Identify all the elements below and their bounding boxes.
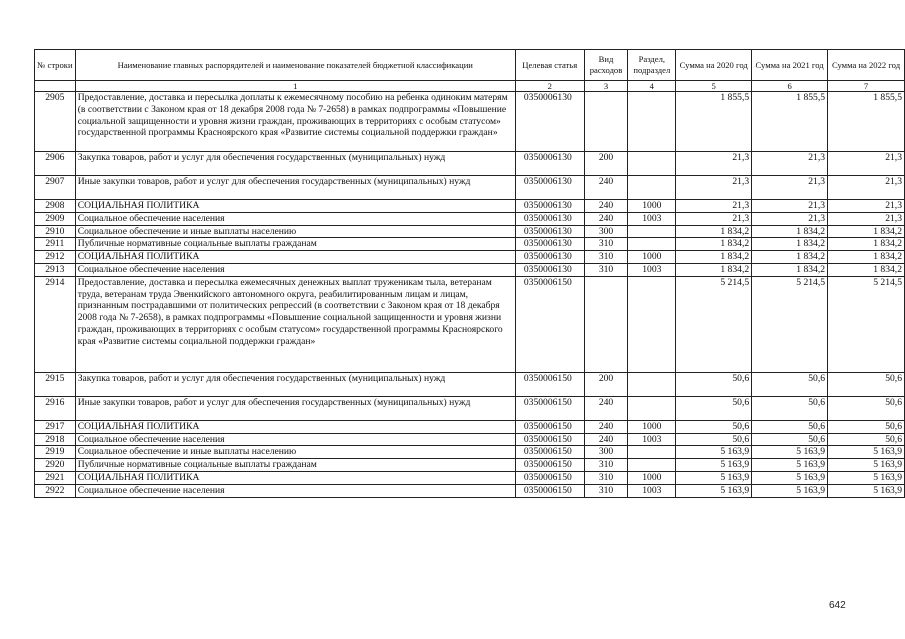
row-section-cell — [628, 446, 676, 459]
row-section-cell — [628, 396, 676, 420]
row-sum-2021-cell: 1 834,2 — [752, 238, 828, 251]
column-number: 1 — [75, 81, 515, 92]
row-name-cell: СОЦИАЛЬНАЯ ПОЛИТИКА — [75, 200, 515, 213]
row-sum-2022-cell: 5 163,9 — [828, 484, 905, 497]
row-sum-2022-cell: 1 834,2 — [828, 238, 905, 251]
row-expense-type-cell: 310 — [584, 251, 628, 264]
row-section-cell — [628, 459, 676, 472]
row-sum-2022-cell: 50,6 — [828, 396, 905, 420]
row-sum-2020-cell: 1 834,2 — [676, 225, 752, 238]
row-target-article-cell: 0350006150 — [515, 276, 584, 372]
row-number-cell: 2918 — [35, 433, 76, 446]
row-expense-type-cell: 240 — [584, 420, 628, 433]
row-sum-2022-cell: 5 163,9 — [828, 471, 905, 484]
row-name-cell: Социальное обеспечение населения — [75, 433, 515, 446]
row-sum-2020-cell: 5 163,9 — [676, 484, 752, 497]
row-expense-type-cell: 310 — [584, 471, 628, 484]
row-sum-2020-cell: 50,6 — [676, 396, 752, 420]
row-number-cell: 2917 — [35, 420, 76, 433]
row-expense-type-cell: 200 — [584, 152, 628, 176]
row-sum-2020-cell: 5 163,9 — [676, 471, 752, 484]
table-row — [35, 420, 905, 433]
row-number-cell: 2908 — [35, 200, 76, 213]
table-row — [35, 484, 905, 497]
row-target-article-cell: 0350006150 — [515, 433, 584, 446]
row-name-cell: Закупка товаров, работ и услуг для обеспечения государственных (муниципальных) нужд — [75, 152, 515, 176]
table-row — [35, 396, 905, 420]
page-number: 642 — [829, 600, 846, 611]
row-expense-type-cell: 240 — [584, 396, 628, 420]
header-sum-2022: Сумма на 2022 год — [828, 50, 905, 81]
row-name-cell: Закупка товаров, работ и услуг для обеспечения государственных (муниципальных) нужд — [75, 372, 515, 396]
row-sum-2021-cell: 21,3 — [752, 176, 828, 200]
column-number: 7 — [828, 81, 905, 92]
row-section-cell: 1000 — [628, 420, 676, 433]
row-target-article-cell: 0350006150 — [515, 372, 584, 396]
row-sum-2020-cell: 5 163,9 — [676, 459, 752, 472]
table-row — [35, 200, 905, 213]
row-number-cell: 2909 — [35, 212, 76, 225]
row-sum-2022-cell: 50,6 — [828, 433, 905, 446]
table-row — [35, 251, 905, 264]
row-sum-2022-cell: 50,6 — [828, 372, 905, 396]
row-target-article-cell: 0350006130 — [515, 238, 584, 251]
column-number: 5 — [676, 81, 752, 92]
row-sum-2020-cell: 21,3 — [676, 212, 752, 225]
row-section-cell — [628, 372, 676, 396]
row-name-cell: Иные закупки товаров, работ и услуг для обеспечения государственных (муниципальных) нужд — [75, 396, 515, 420]
row-sum-2021-cell: 1 834,2 — [752, 263, 828, 276]
column-number: 6 — [752, 81, 828, 92]
row-number-cell: 2913 — [35, 263, 76, 276]
table-row — [35, 459, 905, 472]
row-sum-2020-cell: 1 834,2 — [676, 251, 752, 264]
row-sum-2022-cell: 21,3 — [828, 152, 905, 176]
row-target-article-cell: 0350006150 — [515, 484, 584, 497]
row-sum-2021-cell: 21,3 — [752, 212, 828, 225]
column-number: 4 — [628, 81, 676, 92]
row-sum-2020-cell: 50,6 — [676, 420, 752, 433]
row-expense-type-cell: 310 — [584, 238, 628, 251]
header-target-article: Целевая статья — [515, 50, 584, 81]
row-name-cell: СОЦИАЛЬНАЯ ПОЛИТИКА — [75, 251, 515, 264]
table-row — [35, 212, 905, 225]
row-number-cell: 2911 — [35, 238, 76, 251]
table-row — [35, 471, 905, 484]
row-sum-2021-cell: 50,6 — [752, 372, 828, 396]
row-target-article-cell: 0350006150 — [515, 459, 584, 472]
header-name: Наименование главных распорядителей и наименование показателей бюджетной классификации — [75, 50, 515, 81]
row-expense-type-cell: 310 — [584, 459, 628, 472]
row-target-article-cell: 0350006150 — [515, 471, 584, 484]
row-expense-type-cell: 300 — [584, 225, 628, 238]
table-row — [35, 176, 905, 200]
column-number-row — [35, 81, 905, 92]
row-name-cell: Предоставление, доставка и пересылка доплаты к ежемесячному пособию на ребенка одиноким матерям (в соответствии с Законом края от 18 декабря 2008 года № 7-2658) в рамках подпрограммы «Повышение социальной защищенности и уровня жизни граждан, проживающих в территориях с особым статусом» государственной программы Красноярского края «Развитие системы социальной поддержки граждан» — [75, 92, 515, 152]
row-sum-2022-cell: 5 163,9 — [828, 459, 905, 472]
row-sum-2021-cell: 5 214,5 — [752, 276, 828, 372]
row-expense-type-cell: 240 — [584, 212, 628, 225]
row-target-article-cell: 0350006130 — [515, 225, 584, 238]
row-number-cell: 2922 — [35, 484, 76, 497]
row-sum-2021-cell: 5 163,9 — [752, 471, 828, 484]
row-sum-2021-cell: 50,6 — [752, 433, 828, 446]
row-section-cell — [628, 176, 676, 200]
table-row — [35, 263, 905, 276]
row-name-cell: СОЦИАЛЬНАЯ ПОЛИТИКА — [75, 471, 515, 484]
row-sum-2022-cell: 1 834,2 — [828, 251, 905, 264]
row-expense-type-cell: 240 — [584, 433, 628, 446]
row-number-cell: 2914 — [35, 276, 76, 372]
row-sum-2021-cell: 50,6 — [752, 396, 828, 420]
row-sum-2021-cell: 5 163,9 — [752, 484, 828, 497]
row-sum-2020-cell: 50,6 — [676, 372, 752, 396]
row-name-cell: Предоставление, доставка и пересылка ежемесячных денежных выплат труженикам тыла, ветеранам труда, ветеранам труда Эвенкийского автономного округа, реабилитированным лицам и лицам, признанным пострадавшими от политических репрессий (в соответствии с Законом края от 18 декабря 2008 года № 7-2658), в рамках подпрограммы «Повышение социальной защищенности и уровня жизни граждан, проживающих в территориях с особым статусом» государственной программы Красноярского края «Развитие системы социальной поддержки граждан» — [75, 276, 515, 372]
row-sum-2020-cell: 5 163,9 — [676, 446, 752, 459]
row-sum-2022-cell: 50,6 — [828, 420, 905, 433]
table-row — [35, 238, 905, 251]
row-sum-2021-cell: 1 834,2 — [752, 251, 828, 264]
row-name-cell: Социальное обеспечение населения — [75, 263, 515, 276]
header-sum-2021: Сумма на 2021 год — [752, 50, 828, 81]
row-sum-2021-cell: 5 163,9 — [752, 459, 828, 472]
row-target-article-cell: 0350006130 — [515, 176, 584, 200]
row-sum-2021-cell: 50,6 — [752, 420, 828, 433]
header-expense-type: Вид расходов — [584, 50, 628, 81]
row-target-article-cell: 0350006130 — [515, 263, 584, 276]
row-name-cell: Социальное обеспечение и иные выплаты населению — [75, 225, 515, 238]
row-sum-2021-cell: 21,3 — [752, 200, 828, 213]
row-sum-2021-cell: 1 855,5 — [752, 92, 828, 152]
column-number: 3 — [584, 81, 628, 92]
row-number-cell: 2916 — [35, 396, 76, 420]
row-sum-2020-cell: 50,6 — [676, 433, 752, 446]
row-sum-2022-cell: 1 855,5 — [828, 92, 905, 152]
row-expense-type-cell: 240 — [584, 176, 628, 200]
row-number-cell: 2919 — [35, 446, 76, 459]
row-number-cell: 2920 — [35, 459, 76, 472]
column-number — [35, 81, 76, 92]
row-number-cell: 2912 — [35, 251, 76, 264]
row-sum-2021-cell: 1 834,2 — [752, 225, 828, 238]
row-target-article-cell: 0350006130 — [515, 251, 584, 264]
row-section-cell: 1003 — [628, 484, 676, 497]
row-expense-type-cell: 200 — [584, 372, 628, 396]
table-row — [35, 152, 905, 176]
row-sum-2022-cell: 1 834,2 — [828, 225, 905, 238]
row-number-cell: 2906 — [35, 152, 76, 176]
row-section-cell: 1000 — [628, 200, 676, 213]
table-row — [35, 276, 905, 372]
row-sum-2020-cell: 5 214,5 — [676, 276, 752, 372]
header-sum-2020: Сумма на 2020 год — [676, 50, 752, 81]
row-number-cell: 2910 — [35, 225, 76, 238]
row-number-cell: 2921 — [35, 471, 76, 484]
row-number-cell: 2915 — [35, 372, 76, 396]
row-name-cell: Социальное обеспечение и иные выплаты населению — [75, 446, 515, 459]
row-target-article-cell: 0350006130 — [515, 152, 584, 176]
table-row — [35, 446, 905, 459]
row-expense-type-cell: 310 — [584, 263, 628, 276]
row-number-cell: 2907 — [35, 176, 76, 200]
row-number-cell: 2905 — [35, 92, 76, 152]
row-expense-type-cell — [584, 276, 628, 372]
table-row — [35, 92, 905, 152]
header-row-number: № строки — [35, 50, 76, 81]
row-sum-2021-cell: 21,3 — [752, 152, 828, 176]
header-section: Раздел, подраздел — [628, 50, 676, 81]
row-name-cell: СОЦИАЛЬНАЯ ПОЛИТИКА — [75, 420, 515, 433]
row-section-cell — [628, 92, 676, 152]
row-sum-2020-cell: 1 834,2 — [676, 238, 752, 251]
row-sum-2022-cell: 1 834,2 — [828, 263, 905, 276]
row-target-article-cell: 0350006130 — [515, 212, 584, 225]
row-sum-2022-cell: 21,3 — [828, 212, 905, 225]
row-target-article-cell: 0350006130 — [515, 92, 584, 152]
table-row — [35, 225, 905, 238]
row-section-cell: 1000 — [628, 471, 676, 484]
row-expense-type-cell: 310 — [584, 484, 628, 497]
row-name-cell: Иные закупки товаров, работ и услуг для обеспечения государственных (муниципальных) нужд — [75, 176, 515, 200]
row-expense-type-cell: 240 — [584, 200, 628, 213]
row-target-article-cell: 0350006150 — [515, 446, 584, 459]
row-section-cell: 1003 — [628, 263, 676, 276]
row-target-article-cell: 0350006130 — [515, 200, 584, 213]
row-sum-2021-cell: 5 163,9 — [752, 446, 828, 459]
row-target-article-cell: 0350006150 — [515, 396, 584, 420]
row-name-cell: Социальное обеспечение населения — [75, 212, 515, 225]
row-section-cell — [628, 238, 676, 251]
row-sum-2020-cell: 1 834,2 — [676, 263, 752, 276]
row-sum-2022-cell: 5 163,9 — [828, 446, 905, 459]
budget-table — [34, 49, 905, 498]
row-section-cell — [628, 152, 676, 176]
row-target-article-cell: 0350006150 — [515, 420, 584, 433]
row-section-cell: 1003 — [628, 433, 676, 446]
row-section-cell: 1000 — [628, 251, 676, 264]
table-row — [35, 433, 905, 446]
row-name-cell: Публичные нормативные социальные выплаты гражданам — [75, 459, 515, 472]
row-section-cell — [628, 276, 676, 372]
row-section-cell — [628, 225, 676, 238]
row-sum-2020-cell: 1 855,5 — [676, 92, 752, 152]
row-sum-2022-cell: 21,3 — [828, 176, 905, 200]
row-sum-2022-cell: 5 214,5 — [828, 276, 905, 372]
row-sum-2020-cell: 21,3 — [676, 176, 752, 200]
row-section-cell: 1003 — [628, 212, 676, 225]
row-expense-type-cell: 300 — [584, 446, 628, 459]
row-sum-2020-cell: 21,3 — [676, 152, 752, 176]
row-sum-2020-cell: 21,3 — [676, 200, 752, 213]
row-name-cell: Социальное обеспечение населения — [75, 484, 515, 497]
row-name-cell: Публичные нормативные социальные выплаты гражданам — [75, 238, 515, 251]
row-sum-2022-cell: 21,3 — [828, 200, 905, 213]
table-row — [35, 372, 905, 396]
row-expense-type-cell — [584, 92, 628, 152]
column-number: 2 — [515, 81, 584, 92]
